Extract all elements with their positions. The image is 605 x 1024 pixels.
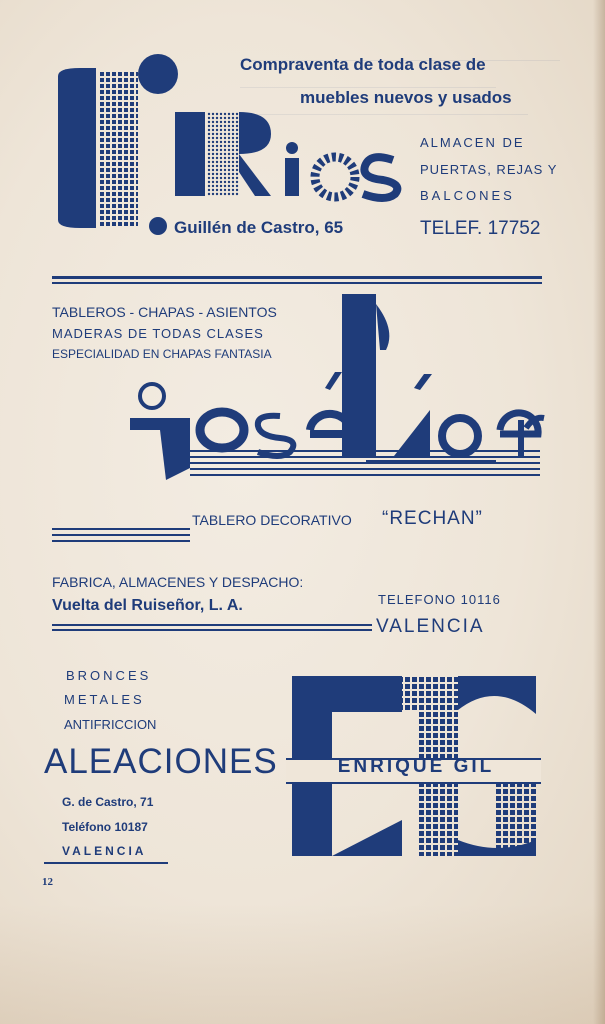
lacer-line2: MADERAS DE TODAS CLASES: [52, 326, 264, 341]
rios-heading-line1: Compraventa de toda clase de: [240, 55, 486, 74]
lacer-factory: FABRICA, ALMACENES Y DESPACHO:: [52, 574, 304, 590]
lacer-phone: TELEFONO 10116: [378, 592, 501, 607]
rios-heading-line2: muebles nuevos y usados: [300, 88, 512, 107]
separator-line: [52, 276, 542, 279]
lacer-logo-text: [132, 392, 292, 402]
gil-line1: BRONCES: [66, 668, 152, 683]
lacer-stripe: [52, 528, 190, 530]
rios-logo-letters: [175, 108, 405, 203]
rios-address: Guillén de Castro, 65: [174, 218, 344, 237]
page-bottom-shade: [0, 904, 605, 1024]
lacer-logo: [130, 290, 550, 490]
rios-products-line3: BALCONES: [420, 188, 515, 203]
rios-products-line2: PUERTAS, REJAS Y: [420, 162, 558, 177]
gil-title: ALEACIONES: [44, 742, 278, 781]
gil-rule: [44, 862, 168, 864]
gil-line3: ANTIFRICCION: [64, 717, 157, 732]
lacer-line1: TABLEROS - CHAPAS - ASIENTOS: [52, 304, 277, 320]
gil-line2: METALES: [64, 692, 145, 707]
page-edge-shadow: [593, 0, 605, 1024]
gil-address: G. de Castro, 71: [62, 795, 154, 809]
lacer-line3: ESPECIALIDAD EN CHAPAS FANTASIA: [52, 347, 272, 361]
lacer-city: VALENCIA: [376, 616, 485, 637]
lacer-decor-prefix: TABLERO DECORATIVO: [192, 512, 352, 528]
page-number: 12: [42, 876, 53, 888]
lacer-stripe: [52, 540, 190, 542]
lacer-address: Vuelta del Ruiseñor, L. A.: [52, 597, 243, 614]
lacer-bottom-rule: [52, 624, 372, 626]
rios-phone: TELEF. 17752: [420, 218, 541, 239]
gil-name: ENRIQUE GIL: [337, 756, 495, 777]
lacer-stripe: [52, 534, 190, 536]
separator-line: [52, 282, 542, 284]
gil-city: VALENCIA: [62, 844, 147, 858]
rios-products-line1: ALMACEN DE: [420, 135, 525, 150]
lacer-bottom-rule: [52, 629, 372, 631]
lacer-decor-brand: “RECHAN”: [382, 508, 483, 529]
gil-phone: Teléfono 10187: [62, 820, 148, 834]
